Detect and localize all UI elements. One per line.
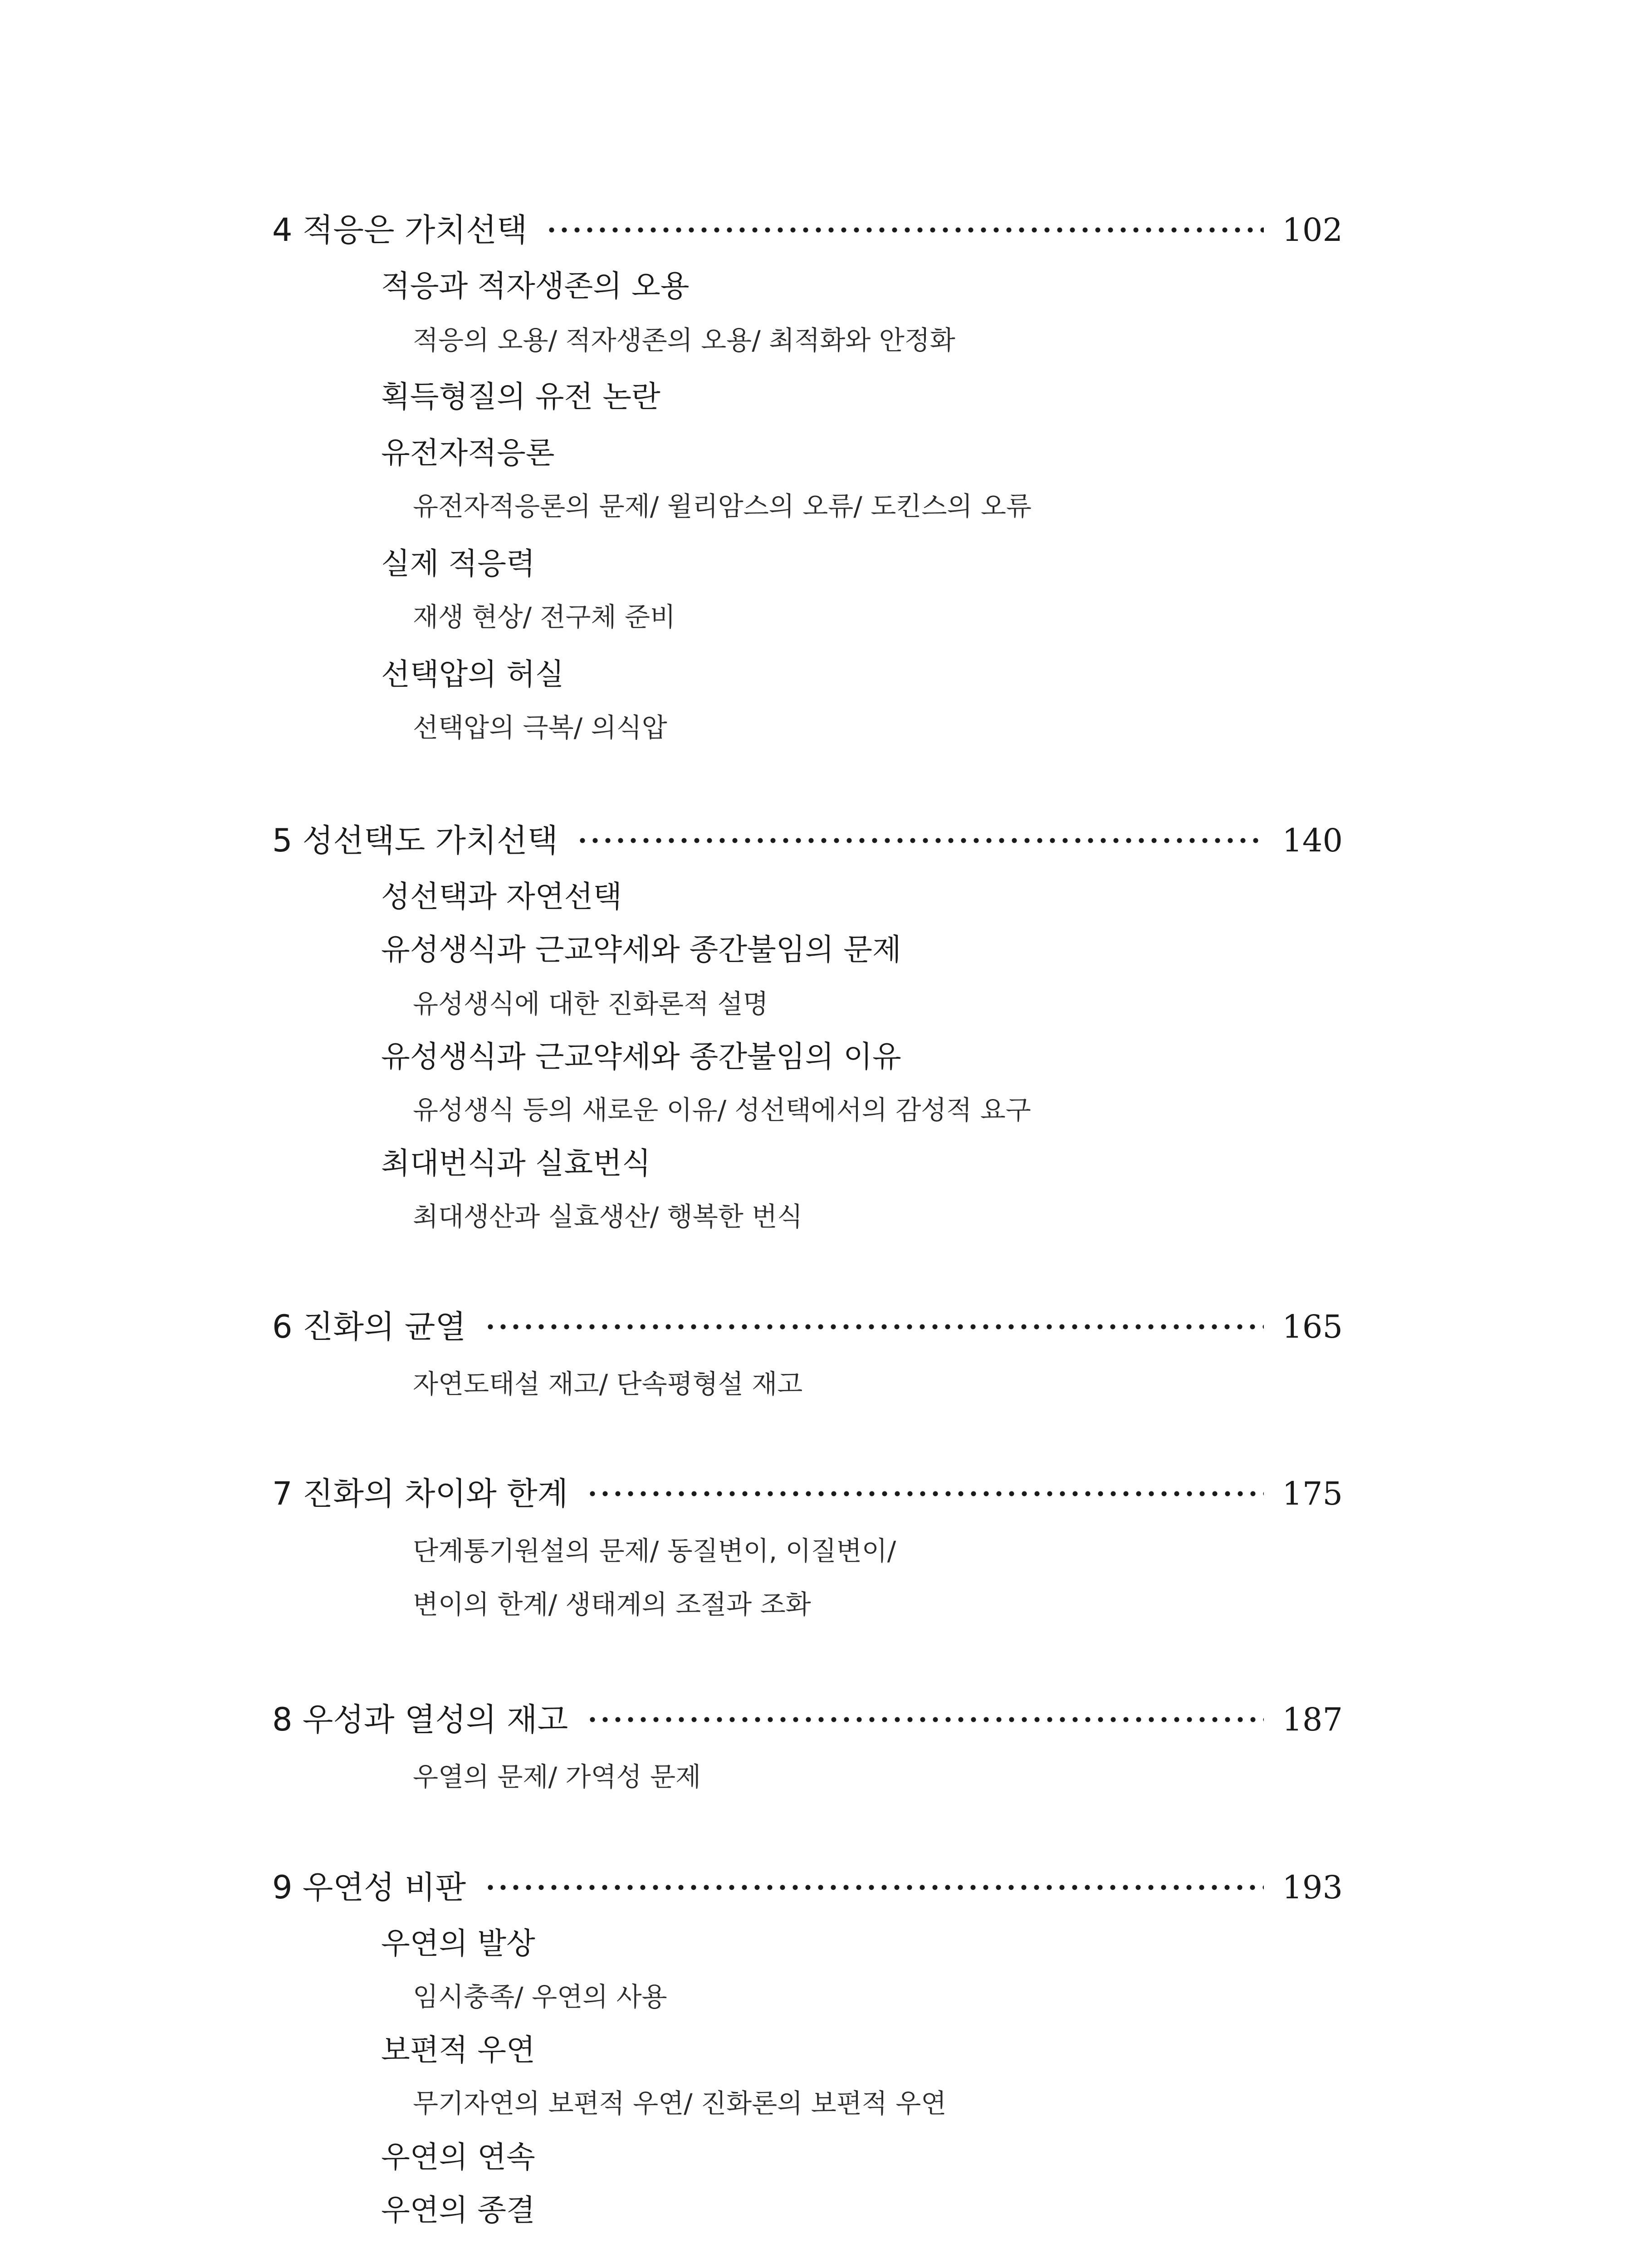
toc-subsection: 선택압의 극복/ 의식압: [413, 712, 667, 743]
toc-section: 우연의 종결: [381, 2193, 535, 2228]
dot-leader: [586, 1489, 1264, 1498]
dot-leader: [576, 836, 1264, 845]
toc-chapter-4[interactable]: [272, 205, 1343, 255]
toc-section: 적응과 적자생존의 오용: [381, 269, 690, 303]
toc-subsection: 단계통기원설의 문제/ 동질변이, 이질변이/: [413, 1535, 896, 1566]
toc-subsection: 재생 현상/ 전구체 준비: [413, 601, 676, 632]
chapter-title: 9 우연성 비판: [272, 1869, 466, 1906]
toc-section: 유성생식과 근교약세와 종간불임의 이유: [381, 1039, 901, 1074]
toc-section: 유성생식과 근교약세와 종간불임의 문제: [381, 932, 901, 967]
toc-section: 최대번식과 실효번식: [381, 1146, 651, 1181]
toc-section: 우연의 연속: [381, 2140, 535, 2175]
toc-chapter-6[interactable]: [272, 1302, 1343, 1352]
chapter-title: 4 적응은 가치선택: [272, 211, 528, 249]
toc-chapter-8[interactable]: [272, 1695, 1343, 1745]
chapter-title: 5 성선택도 가치선택: [272, 822, 558, 859]
chapter-page-number: 193: [1282, 1869, 1343, 1906]
chapter-title: 6 진화의 균열: [272, 1308, 466, 1345]
chapter-page-number: 102: [1282, 211, 1343, 249]
toc-subsection: 유성생식에 대한 진화론적 설명: [413, 988, 768, 1019]
toc-subsection: 우열의 문제/ 가역성 문제: [413, 1761, 701, 1792]
chapter-page-number: 165: [1282, 1308, 1343, 1345]
toc-section: 실제 적응력: [381, 546, 535, 581]
chapter-title: 7 진화의 차이와 한계: [272, 1475, 568, 1512]
dot-leader: [545, 225, 1264, 235]
toc-section: 우연의 발상: [381, 1926, 535, 1961]
toc-chapter-5[interactable]: [272, 816, 1343, 865]
chapter-page-number: 175: [1282, 1475, 1343, 1512]
toc-subsection: 자연도태설 재고/ 단속평형설 재고: [413, 1369, 803, 1399]
dot-leader: [484, 1883, 1264, 1892]
toc-subsection: 적응의 오용/ 적자생존의 오용/ 최적화와 안정화: [413, 325, 955, 356]
toc-subsection: 유성생식 등의 새로운 이유/ 성선택에서의 감성적 요구: [413, 1095, 1031, 1125]
chapter-page-number: 187: [1282, 1701, 1343, 1738]
toc-section: 선택압의 허실: [381, 657, 564, 692]
toc-section: 획득형질의 유전 논란: [381, 379, 660, 414]
toc-chapter-9[interactable]: [272, 1862, 1343, 1912]
toc-chapter-7[interactable]: [272, 1469, 1343, 1519]
toc-subsection: 변이의 한계/ 생태계의 조절과 조화: [413, 1589, 811, 1620]
toc-subsection: 무기자연의 보편적 우연/ 진화론의 보편적 우연: [413, 2088, 947, 2119]
toc-subsection: 임시충족/ 우연의 사용: [413, 1981, 667, 2012]
toc-subsection: 유전자적응론의 문제/ 윌리암스의 오류/ 도킨스의 오류: [413, 491, 1032, 522]
toc-subsection: 최대생산과 실효생산/ 행복한 번식: [413, 1201, 803, 1232]
dot-leader: [586, 1715, 1264, 1724]
toc-section: 성선택과 자연선택: [381, 879, 622, 914]
toc-section: 보편적 우연: [381, 2033, 535, 2068]
dot-leader: [484, 1322, 1264, 1331]
chapter-title: 8 우성과 열성의 재고: [272, 1701, 568, 1738]
chapter-page-number: 140: [1282, 822, 1343, 859]
toc-section: 유전자적응론: [381, 435, 555, 470]
